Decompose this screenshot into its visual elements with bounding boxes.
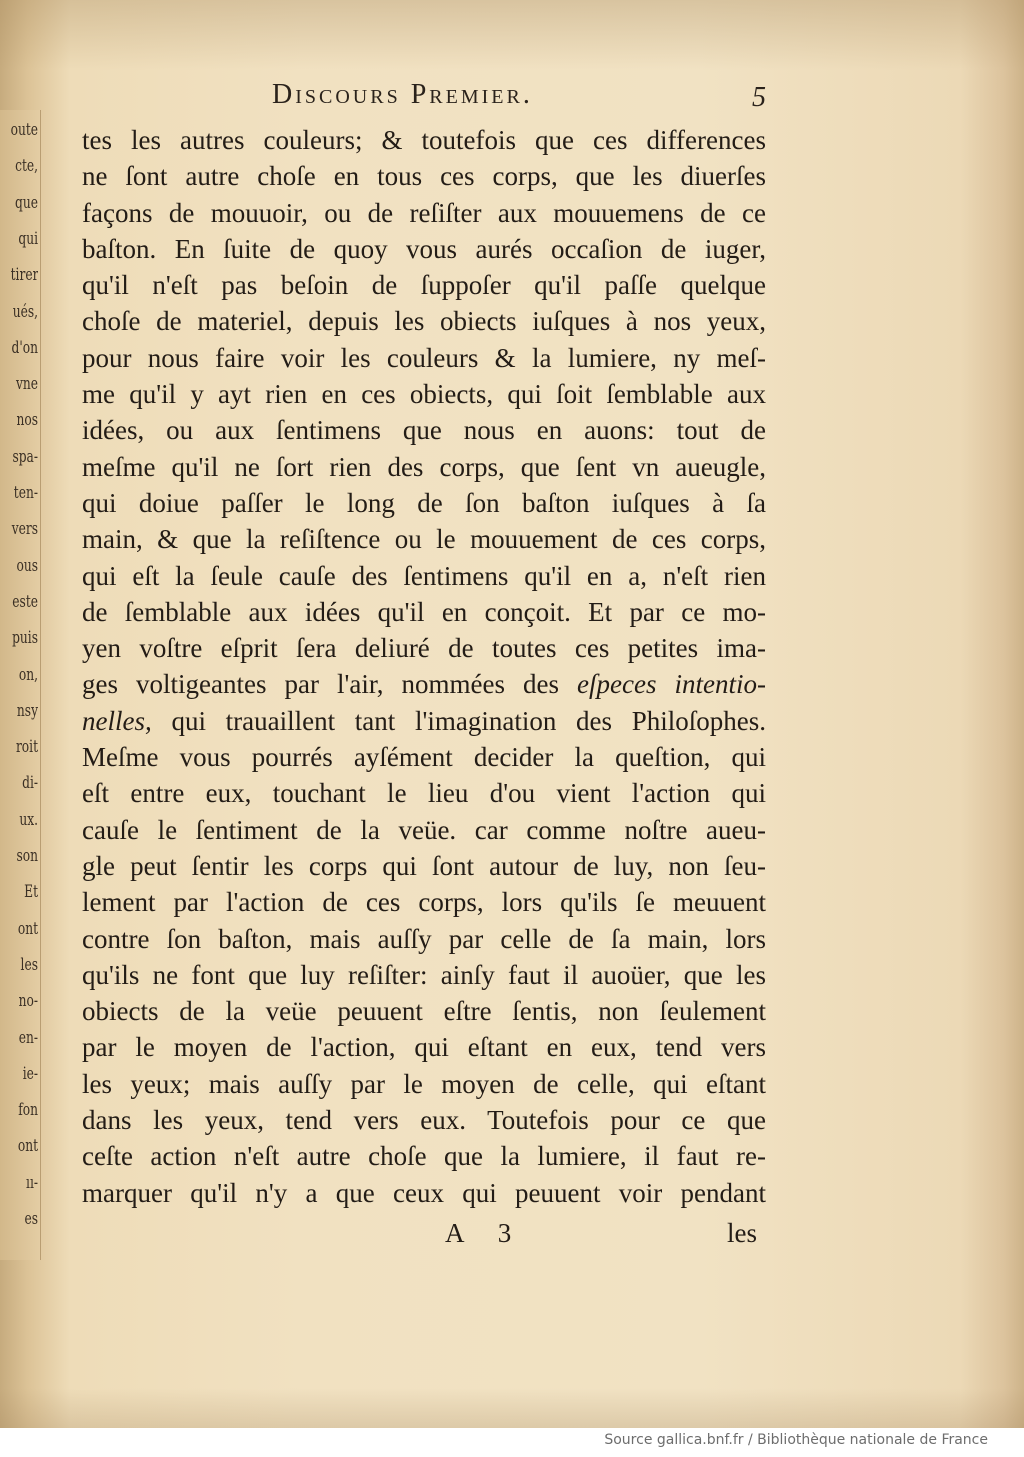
text-line (82, 630, 766, 666)
facing-page-fragment: nos (16, 410, 38, 431)
text-line (82, 1066, 766, 1102)
facing-page-fragment: les (20, 954, 38, 975)
text-run: obiects de la veüe peuuent eſtre ſentis, non ſeulement (82, 996, 766, 1027)
facing-page-fragment: ont (17, 1136, 38, 1157)
facing-page-fragment: on, (18, 664, 38, 685)
text-run: lement par l'action de ces corps, lors qu'ils ſe meuuent (82, 887, 766, 918)
facing-page-fragment: d'on (11, 337, 38, 358)
facing-page-fragment: ie- (22, 1063, 38, 1084)
text-run: eſpeces intentio- (577, 669, 766, 700)
facing-page-fragment: Et (24, 882, 38, 903)
text-line (82, 376, 766, 412)
facing-page-fragment: tirer (10, 265, 38, 286)
text-line (82, 993, 766, 1029)
text-line (82, 884, 766, 920)
facing-page-fragment: en- (18, 1027, 38, 1048)
text-run: qu'il n'eſt pas beſoin de ſuppoſer qu'il paſſe quelque (82, 270, 766, 301)
facing-page-fragment: qui (18, 228, 38, 249)
text-line (82, 957, 766, 993)
text-line (82, 1138, 766, 1174)
text-run: contre ſon baſton, mais auſſy par celle de ſa main, lors (82, 923, 766, 954)
text-run: Meſme vous pourrés ayſément decider la queſtion, qui (82, 742, 766, 773)
text-line (82, 775, 766, 811)
text-line (82, 340, 766, 376)
text-line (82, 303, 766, 339)
text-run: ges voltigeantes par l'air, nommées des (82, 669, 578, 700)
facing-page-fragment: fon (18, 1100, 38, 1121)
facing-page-fragment: vers (11, 519, 38, 540)
text-run: ne ſont autre choſe en tous ces corps, que les diuerſes (82, 161, 766, 192)
text-line (82, 703, 766, 739)
facing-page-fragment: vne (15, 374, 38, 395)
text-run: meſme qu'il ne ſort rien des corps, que ſent vn aueugle, (82, 451, 766, 482)
text-line (82, 412, 766, 448)
text-line (82, 1102, 766, 1138)
text-run: cauſe le ſentiment de la veüe. car comme noſtre aueu- (82, 814, 766, 845)
facing-page-fragment: cte, (15, 156, 38, 177)
text-run: qu'ils ne font que luy reſiſter: ainſy faut il auoüer, que les (82, 959, 766, 990)
text-line (82, 739, 766, 775)
facing-page-fragment: ux. (19, 809, 38, 830)
text-run: qui trauaillent tant l'imagination des Philoſophes. (151, 705, 766, 736)
text-line (82, 485, 766, 521)
text-line (82, 921, 766, 957)
text-run: qui doiue paſſer le long de ſon baſton iuſques à ſa (82, 487, 766, 518)
text-line (82, 158, 766, 194)
facing-page-fragment: oute (10, 120, 38, 140)
facing-page-fragment: ıı- (26, 1172, 38, 1193)
text-line (82, 1029, 766, 1065)
facing-page-fragment: roit (15, 737, 38, 758)
text-run: gle peut ſentir les corps qui ſont autour de luy, non ſeu- (82, 850, 766, 881)
text-run: façons de mouuoir, ou de reſiſter aux mouuemens de ce (82, 197, 766, 228)
text-line (82, 122, 766, 158)
text-run: choſe de materiel, depuis les obiects iuſques à nos yeux, (82, 306, 766, 337)
facing-page-fragment: nsy (16, 700, 38, 721)
text-run: par le moyen de l'action, qui eſtant en eux, tend vers (82, 1032, 766, 1063)
text-line (82, 195, 766, 231)
running-head: Discours Premier. (272, 79, 533, 110)
text-line (82, 231, 766, 267)
text-run: eſt entre eux, touchant le lieu d'ou vient l'action qui (82, 778, 766, 809)
facing-page-fragment: no- (18, 991, 38, 1012)
facing-page-fragment: que (15, 192, 38, 213)
facing-page-fragment: spa- (12, 446, 38, 467)
text-run: ceſte action n'eſt autre choſe que la lumiere, il faut re- (82, 1141, 766, 1172)
text-line (82, 558, 766, 594)
text-run: marquer qu'il n'y a que ceux qui peuuent voir pendant (82, 1177, 766, 1208)
facing-page-fragment: ten- (13, 483, 38, 503)
facing-page-fragment: ous (16, 555, 38, 576)
text-line (82, 267, 766, 303)
facing-page-fragment: ués, (12, 301, 38, 322)
text-run: tes les autres couleurs; & toutefois que ces differences (82, 125, 766, 155)
catchword: les (727, 1218, 757, 1248)
text-line (82, 848, 766, 884)
text-line (82, 1175, 766, 1211)
signature-mark: A 3 (445, 1218, 526, 1248)
page-number: 5 (752, 82, 766, 113)
facing-page-fragment: ont (17, 918, 38, 939)
facing-page-gutter (0, 110, 41, 1260)
facing-page-fragment: este (12, 591, 38, 612)
body-text (82, 122, 766, 1211)
facing-page-fragment: puis (12, 628, 38, 649)
text-run: yen voſtre eſprit ſera deliuré de toutes ces petites ima- (82, 633, 766, 664)
facing-page-fragment: son (16, 846, 38, 866)
text-run: main, & que la reſiſtence ou le mouuement de ces corps, (82, 524, 766, 555)
text-run: me qu'il y ayt rien en ces obiects, qui ſoit ſemblable aux (82, 379, 766, 410)
source-credit[interactable]: Source gallica.bnf.fr / Bibliothèque nationale de France (604, 1432, 988, 1448)
text-line (82, 666, 766, 702)
text-run: baſton. En ſuite de quoy vous aurés occaſion de iuger, (82, 233, 766, 264)
text-run: les yeux; mais auſſy par le moyen de celle, qui eſtant (82, 1068, 766, 1099)
text-line (82, 594, 766, 630)
text-line (82, 449, 766, 485)
text-line (82, 521, 766, 557)
text-run: nelles, (82, 705, 152, 736)
facing-page-fragment: es (24, 1209, 38, 1229)
text-line (82, 812, 766, 848)
text-run: qui eſt la ſeule cauſe des ſentimens qu'il en a, n'eſt rien (82, 560, 766, 591)
text-run: pour nous faire voir les couleurs & la lumiere, ny meſ- (82, 342, 766, 373)
text-run: dans les yeux, tend vers eux. Toutefois pour ce que (82, 1105, 766, 1136)
text-run: idées, ou aux ſentimens que nous en auons: tout de (82, 415, 766, 446)
facing-page-fragment: di- (22, 773, 38, 794)
text-run: de ſemblable aux idées qu'il en conçoit. Et par ce mo- (82, 596, 766, 627)
